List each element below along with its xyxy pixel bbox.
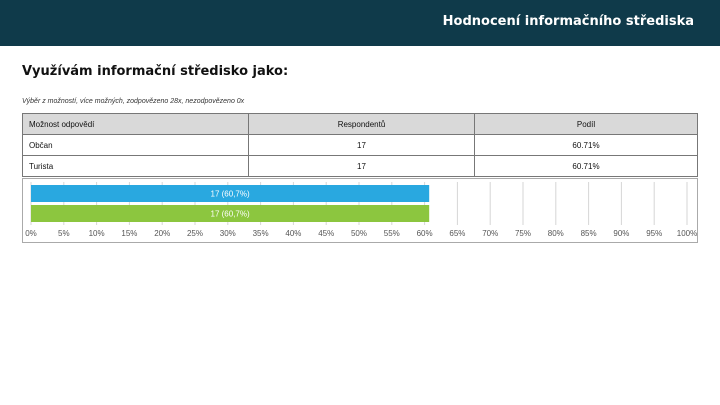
x-tick-label: 90% [613,229,630,238]
x-tick-label: 30% [219,229,236,238]
x-tick-label: 85% [580,229,597,238]
x-tick-label: 70% [482,229,499,238]
column-header-share: Podíl [475,114,698,135]
x-tick-label: 10% [88,229,105,238]
x-tick-label: 20% [154,229,171,238]
x-tick-label: 65% [449,229,466,238]
results-chart [22,178,698,243]
x-tick-label: 25% [186,229,204,238]
x-tick-label: 75% [514,229,532,238]
bar-data-label: 17 (60,7%) [210,209,250,219]
x-tick-label: 95% [646,229,663,238]
table-row [23,156,698,177]
x-tick-label: 15% [121,229,138,238]
x-tick-label: 55% [383,229,400,238]
table-row [23,135,698,156]
respondents-cell: 17 [249,135,475,156]
share-cell: 60.71% [475,156,698,177]
table-header-row [23,114,698,135]
x-tick-label: 0% [25,229,37,238]
option-cell: Občan [23,135,249,156]
x-tick-label: 50% [350,229,368,238]
column-header-option: Možnost odpovědí [23,114,249,135]
share-cell: 60.71% [475,135,698,156]
x-tick-label: 45% [318,229,335,238]
bar-data-label: 17 (60,7%) [210,189,250,199]
column-header-respondents: Respondentů [249,114,475,135]
respondents-cell: 17 [249,156,475,177]
x-tick-label: 100% [676,229,698,238]
x-tick-label: 5% [58,229,70,238]
option-cell: Turista [23,156,249,177]
x-tick-label: 35% [252,229,269,238]
page-title: Hodnocení informačního střediska [442,14,694,29]
page-header [0,0,720,46]
results-table [22,113,698,177]
question-note: Výběr z možností, více možných, zodpovězeno 28x, nezodpovězeno 0x [22,98,245,105]
x-tick-label: 80% [547,229,564,238]
x-tick-label: 40% [285,229,302,238]
chart-svg [23,179,699,244]
question-title: Využívám informační středisko jako: [22,64,289,79]
x-tick-label: 60% [416,229,433,238]
